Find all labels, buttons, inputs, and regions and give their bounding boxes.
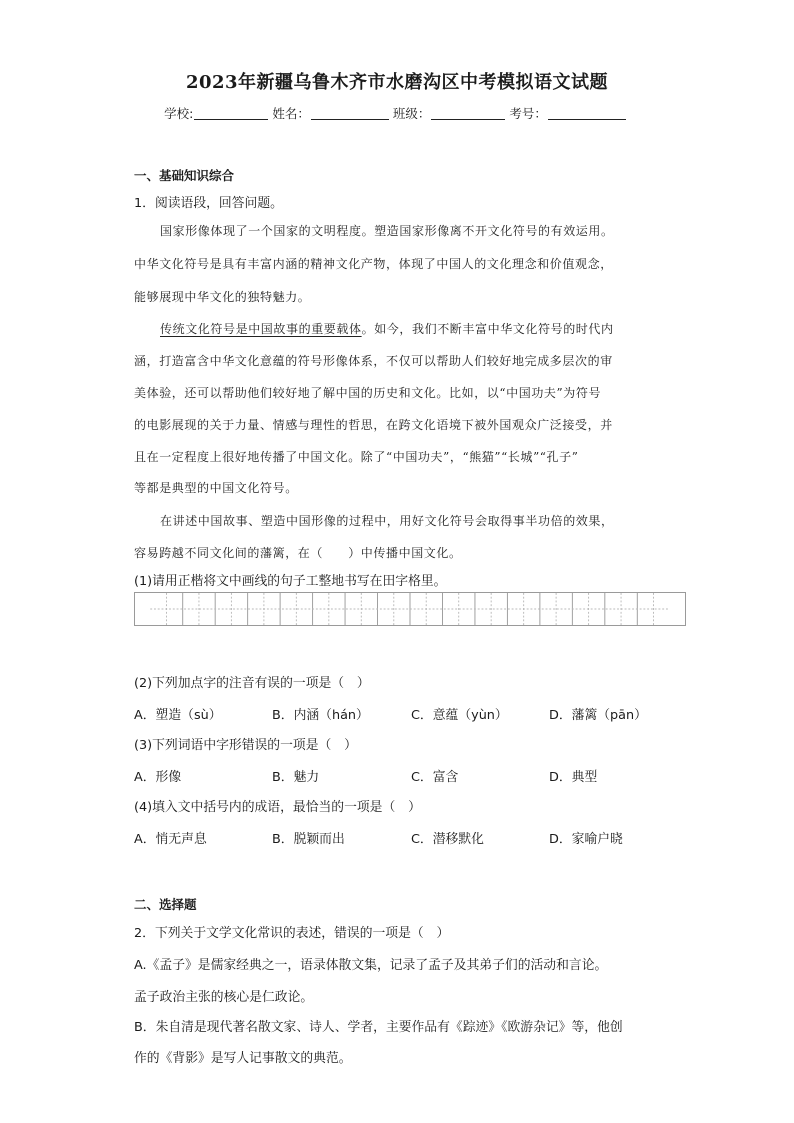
student-info-line bbox=[0, 104, 794, 122]
passage-line: 的电影展现的关于力量、情感与理性的哲思，在跨文化语境下被外国观众广泛接受，并 bbox=[134, 418, 613, 432]
school-blank[interactable] bbox=[194, 108, 268, 120]
option-b[interactable]: B．脱颖而出 bbox=[272, 832, 345, 847]
class-blank[interactable] bbox=[431, 108, 505, 120]
underlined-sentence: 传统文化符号是中国故事的重要载体 bbox=[160, 322, 362, 336]
option-a[interactable]: A．形像 bbox=[134, 770, 182, 785]
page-title: 2023年新疆乌鲁木齐市水磨沟区中考模拟语文试题 bbox=[185, 72, 609, 93]
passage-line-rest: 。如今，我们不断丰富中华文化符号的时代内 bbox=[361, 322, 614, 336]
passage-line bbox=[160, 320, 614, 337]
option-b-continued: 作的《背影》是写人记事散文的典范。 bbox=[134, 1051, 352, 1066]
option-c[interactable]: C．潜移默化 bbox=[411, 832, 484, 847]
question-1: 1．阅读语段，回答问题。 bbox=[134, 196, 283, 211]
question-2: 2．下列关于文学文化常识的表述，错误的一项是（ ） bbox=[134, 926, 450, 941]
option-c[interactable]: C．意蕴（yùn） bbox=[411, 708, 508, 723]
name-blank[interactable] bbox=[311, 108, 389, 120]
passage-line: 容易跨越不同文化间的藩篱，在（ ）中传播中国文化。 bbox=[134, 546, 462, 560]
name-label: 姓名： bbox=[272, 106, 310, 121]
tianzige-grid[interactable] bbox=[134, 592, 686, 626]
option-c[interactable]: C．富含 bbox=[411, 770, 459, 785]
option-b[interactable]: B．内涵（hán） bbox=[272, 708, 369, 723]
option-a[interactable]: A．悄无声息 bbox=[134, 832, 207, 847]
option-b[interactable]: B．魅力 bbox=[272, 770, 320, 785]
option-d[interactable]: D．藩篱（pān） bbox=[549, 708, 647, 723]
passage-line: 国家形像体现了一个国家的文明程度。塑造国家形像离不开文化符号的有效运用。 bbox=[160, 224, 614, 238]
option-a-continued: 孟子政治主张的核心是仁政论。 bbox=[134, 990, 314, 1005]
option-a[interactable]: A．塑造（sù） bbox=[134, 708, 222, 723]
passage-line: 在讲述中国故事、塑造中国形像的过程中，用好文化符号会取得事半功倍的效果， bbox=[160, 514, 614, 528]
section-heading-1: 一、基础知识综合 bbox=[134, 168, 235, 183]
passage-line: 中华文化符号是具有丰富内涵的精神文化产物，体现了中国人的文化理念和价值观念， bbox=[134, 257, 613, 271]
option-a-line[interactable]: A.《孟子》是儒家经典之一，语录体散文集，记录了孟子及其弟子们的活动和言论。 bbox=[134, 958, 608, 973]
class-label: 班级： bbox=[392, 106, 431, 121]
option-d[interactable]: D．典型 bbox=[549, 770, 598, 785]
sub-question-1: (1)请用正楷将文中画线的句子工整地书写在田字格里。 bbox=[134, 574, 447, 589]
passage-line: 美体验，还可以帮助他们较好地了解中国的历史和文化。比如，以“中国功夫”为符号 bbox=[134, 386, 602, 400]
passage-line: 且在一定程度上很好地传播了中国文化。除了“中国功夫”，“熊猫”“长城”“孔子” bbox=[134, 450, 579, 464]
sub-question-2: (2)下列加点字的注音有误的一项是（ ） bbox=[134, 676, 370, 691]
sub-question-4: (4)填入文中括号内的成语，最恰当的一项是（ ） bbox=[134, 800, 421, 815]
passage-line: 能够展现中华文化的独特魅力。 bbox=[134, 290, 311, 304]
school-label: 学校: bbox=[164, 106, 194, 121]
exam-no-label: 考号： bbox=[509, 106, 547, 121]
passage-line: 等都是典型的中国文化符号。 bbox=[134, 481, 298, 495]
section-heading-2: 二、选择题 bbox=[134, 897, 197, 912]
option-b-line[interactable]: B．朱自清是现代著名散文家、诗人、学者，主要作品有《踪迹》《欧游杂记》等，他创 bbox=[134, 1020, 623, 1035]
option-d[interactable]: D．家喻户晓 bbox=[549, 832, 623, 847]
passage-line: 涵，打造富含中华文化意蕴的符号形像体系，不仅可以帮助人们较好地完成多层次的审 bbox=[134, 354, 613, 368]
exam-no-blank[interactable] bbox=[548, 108, 626, 120]
sub-question-3: (3)下列词语中字形错误的一项是（ ） bbox=[134, 738, 357, 753]
